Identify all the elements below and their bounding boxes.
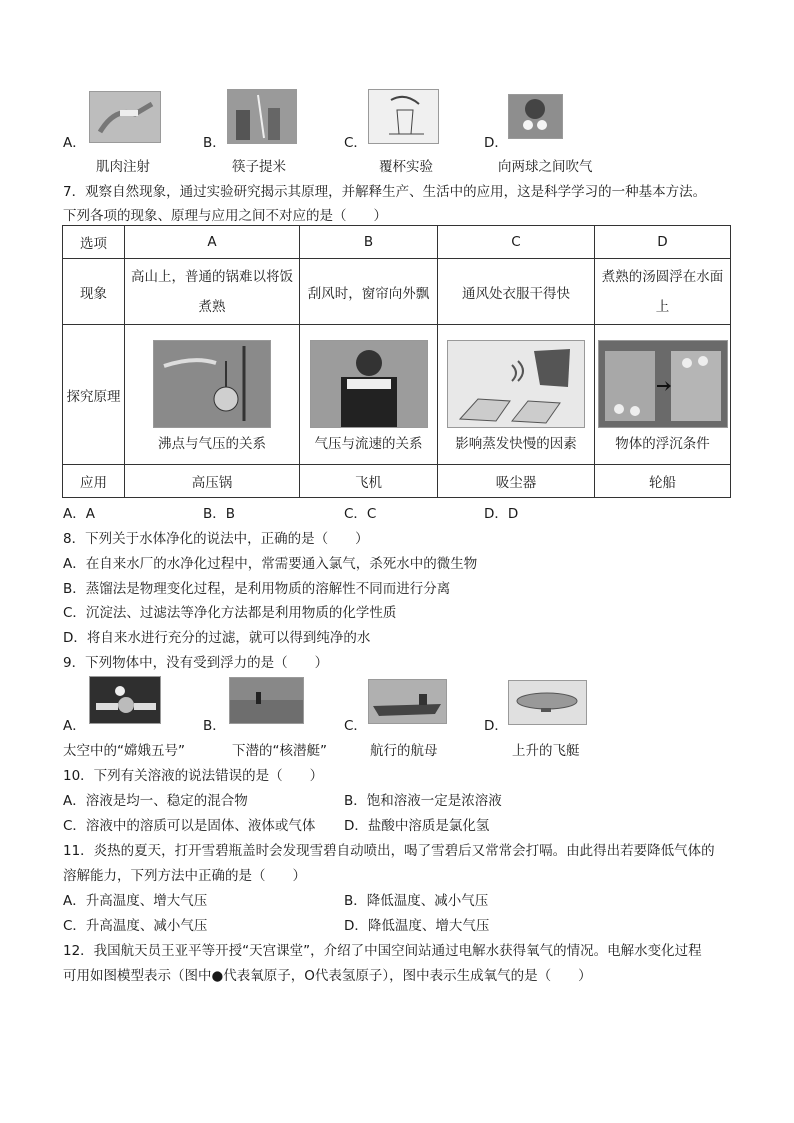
q7-principle-c: 影响蒸发快慢的因素 bbox=[455, 435, 577, 452]
q7-principle-b-cell bbox=[300, 325, 438, 465]
q7-principle-d: 物体的浮沉条件 bbox=[615, 435, 710, 452]
q9-option-d-letter[interactable]: D． bbox=[484, 718, 508, 734]
q7-header-row bbox=[63, 226, 731, 259]
q7-header-option: 选项 bbox=[63, 226, 125, 259]
q8-option-a[interactable]: A．在自来水厂的水净化过程中，常需要通入氯气，杀死水中的微生物 bbox=[63, 556, 478, 572]
person-paper-photo bbox=[310, 340, 428, 428]
q11-stem-line2: 溶解能力，下列方法中正确的是（ ） bbox=[63, 868, 306, 884]
q11-option-d[interactable]: D．降低温度、增大气压 bbox=[344, 918, 490, 934]
q12-stem-line2: 可用如图模型表示（图中●代表氧原子，O代表氢原子），图中表示生成氧气的是（ ） bbox=[63, 968, 592, 984]
q6-option-b-letter[interactable]: B． bbox=[203, 135, 226, 151]
q7-header-c: C bbox=[438, 226, 595, 259]
chopstick-rice-photo bbox=[227, 89, 297, 144]
q7-application-d: 轮船 bbox=[595, 465, 731, 498]
q7-answer-c[interactable]: C．C bbox=[344, 506, 377, 522]
q7-application-b: 飞机 bbox=[300, 465, 438, 498]
evaporation-photo bbox=[447, 340, 585, 428]
q7-header-a: A bbox=[125, 226, 300, 259]
q9-caption-a: 太空中的“嫦娥五号” bbox=[63, 743, 185, 759]
q10-option-d[interactable]: D．盐酸中溶质是氯化氢 bbox=[344, 818, 490, 834]
q7-phenomenon-b: 刮风时，窗帘向外飘 bbox=[300, 259, 438, 325]
q12-stem-line1: 12．我国航天员王亚平等开授“天宫课堂”，介绍了中国空间站通过电解水获得氧气的情况。电解水变化过程 bbox=[63, 943, 702, 959]
q6-option-a-letter[interactable]: A． bbox=[63, 135, 86, 151]
q6-option-d-letter[interactable]: D． bbox=[484, 135, 508, 151]
q11-stem-line1: 11．炎热的夏天，打开雪碧瓶盖时会发现雪碧自动喷出，喝了雪碧后又常常会打嗝。由此得出若要降低气体的 bbox=[63, 843, 715, 859]
boiling-flask-photo bbox=[153, 340, 271, 428]
q7-stem-line2: 下列各项的现象、原理与应用之间不对应的是（ ） bbox=[63, 208, 387, 224]
q7-principle-a: 沸点与气压的关系 bbox=[158, 435, 266, 452]
satellite-photo bbox=[89, 676, 161, 724]
q6-option-c-letter[interactable]: C． bbox=[344, 135, 367, 151]
airship-photo bbox=[508, 680, 587, 725]
q7-principle-a-cell bbox=[125, 325, 300, 465]
floating-dumpling-photo bbox=[598, 340, 728, 428]
cup-cover-photo bbox=[368, 89, 439, 144]
q7-phenomenon-c: 通风处衣服干得快 bbox=[438, 259, 595, 325]
q8-option-c[interactable]: C．沉淀法、过滤法等净化方法都是利用物质的化学性质 bbox=[63, 605, 397, 621]
q8-option-d[interactable]: D．将自来水进行充分的过滤，就可以得到纯净的水 bbox=[63, 630, 371, 646]
q7-answer-d[interactable]: D．D bbox=[484, 506, 519, 522]
q6-caption-d: 向两球之间吹气 bbox=[498, 159, 593, 175]
q9-caption-d: 上升的飞艇 bbox=[512, 743, 580, 759]
q7-phenomenon-label: 现象 bbox=[63, 259, 125, 325]
q8-stem: 8．下列关于水体净化的说法中，正确的是（ ） bbox=[63, 531, 369, 547]
injection-photo bbox=[89, 91, 161, 143]
q9-option-c-letter[interactable]: C． bbox=[344, 718, 367, 734]
q10-option-c[interactable]: C．溶液中的溶质可以是固体、液体或气体 bbox=[63, 818, 316, 834]
q7-application-c: 吸尘器 bbox=[438, 465, 595, 498]
carrier-photo bbox=[368, 679, 447, 724]
q8-option-b[interactable]: B．蒸馏法是物理变化过程，是利用物质的溶解性不同而进行分离 bbox=[63, 581, 451, 597]
q7-principle-c-cell bbox=[438, 325, 595, 465]
q10-option-b[interactable]: B．饱和溶液一定是浓溶液 bbox=[344, 793, 502, 809]
q7-principle-d-cell bbox=[595, 325, 731, 465]
q9-option-a-letter[interactable]: A． bbox=[63, 718, 86, 734]
q10-option-a[interactable]: A．溶液是均一、稳定的混合物 bbox=[63, 793, 248, 809]
q6-caption-c: 覆杯实验 bbox=[379, 159, 433, 175]
q6-caption-b: 筷子提米 bbox=[232, 159, 286, 175]
q9-stem: 9．下列物体中，没有受到浮力的是（ ） bbox=[63, 655, 329, 671]
q7-header-d: D bbox=[595, 226, 731, 259]
q7-application-label: 应用 bbox=[63, 465, 125, 498]
q7-phenomenon-row bbox=[63, 259, 731, 325]
q7-application-row bbox=[63, 465, 731, 498]
blow-balls-photo bbox=[508, 94, 563, 139]
q6-caption-a: 肌肉注射 bbox=[96, 159, 150, 175]
q7-principle-row bbox=[63, 325, 731, 465]
submarine-photo bbox=[229, 677, 304, 724]
q7-principle-label: 探究原理 bbox=[63, 325, 125, 465]
q11-option-a[interactable]: A．升高温度、增大气压 bbox=[63, 893, 208, 909]
q7-header-b: B bbox=[300, 226, 438, 259]
q11-option-b[interactable]: B．降低温度、减小气压 bbox=[344, 893, 489, 909]
q7-stem-line1: 7．观察自然现象，通过实验研究揭示其原理，并解释生产、生活中的应用，这是科学学习的一种基本方法。 bbox=[63, 184, 707, 200]
q9-option-b-letter[interactable]: B． bbox=[203, 718, 226, 734]
q7-phenomenon-a: 高山上，普通的锅难以将饭煮熟 bbox=[125, 259, 300, 325]
q10-stem: 10．下列有关溶液的说法错误的是（ ） bbox=[63, 768, 324, 784]
q7-principle-b: 气压与流速的关系 bbox=[314, 435, 423, 452]
q9-caption-b: 下潜的“核潜艇” bbox=[232, 743, 327, 759]
q11-option-c[interactable]: C．升高温度、减小气压 bbox=[63, 918, 208, 934]
q7-application-a: 高压锅 bbox=[125, 465, 300, 498]
q7-phenomenon-d: 煮熟的汤圆浮在水面上 bbox=[595, 259, 731, 325]
q9-caption-c: 航行的航母 bbox=[370, 743, 438, 759]
q7-table bbox=[62, 225, 731, 498]
q7-answer-b[interactable]: B．B bbox=[203, 506, 236, 522]
q7-answer-a[interactable]: A．A bbox=[63, 506, 95, 522]
